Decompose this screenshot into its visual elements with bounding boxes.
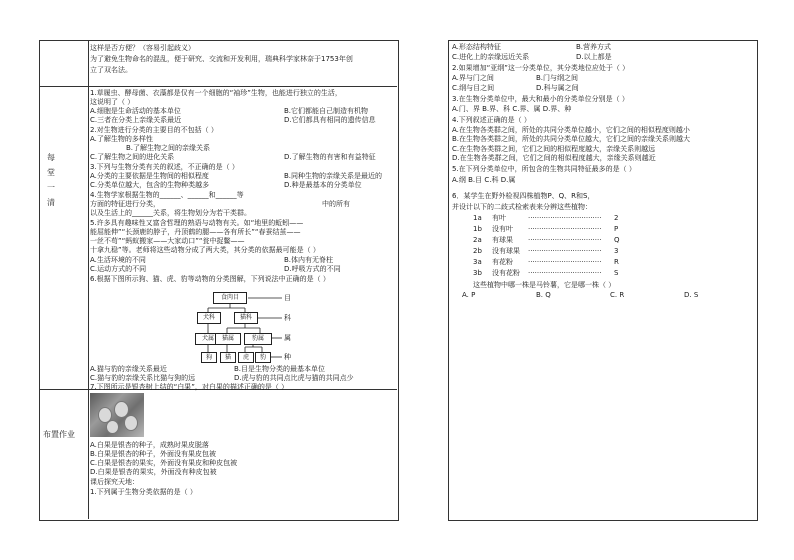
q1-option-a: A.细胞是生命活动的基本单位 [90,107,181,115]
key-code-1a: 1a [473,214,482,222]
r-q4-option-b: B.在生物各类群之间，所处的共同分类单位越大，它们之间的亲缘关系则越大 [452,135,691,143]
r-q4-option-c: C.在生物各类群之间，它们之间的相似程度越大，亲缘关系则越远 [452,145,656,153]
q1-option-b: B.它们都能自己制造有机物 [284,107,369,115]
intro-line-3: 立了双名法。 [90,66,132,74]
key-dots-1a: ································· [528,214,602,222]
homework-title: 课后探究天地： [90,478,139,486]
q6-option-a: A.猫与豹的亲缘关系最近 [90,365,167,373]
q1-stem-2: 这说明了（ ） [90,98,135,106]
q6-stem: 6.根据下图所示狗、猫、虎、豹等动物的分类图解，下列说法中正确的是（ ） [90,275,330,283]
q6-option-c: C.猫与豹的亲缘关系比猫与狗的远 [90,374,196,382]
tree-node-genus-panthera: 豹属 [244,333,272,345]
side-label-each-class: 每堂一清 [47,153,55,207]
q5-option-a: A.生活环境的不同 [90,256,146,264]
q7-option-d: D.白果是银杏的果实，外面没有种皮包被 [90,468,217,476]
key-dest-3a: R [614,258,619,266]
q3-option-c: C.分类单位越大，包含的生物种类越多 [90,181,210,189]
q5-option-c: C.运动方式的不同 [90,265,147,273]
tree-rank-species: 种 [284,353,291,361]
tree-node-genus-canis: 犬属 [195,333,221,345]
q7-option-a: A.白果是银杏的种子，成熟时果皮脱落 [90,441,209,449]
tree-leaf-tiger: 虎 [238,352,254,363]
q2-option-c: C.了解生物之间的进化关系 [90,153,175,161]
r-q6-line-2: 并设计以下的二歧式检索表来分辨这些植物： [452,203,592,211]
q1-option-d: D.它们都具有相同的遗传信息 [284,116,376,124]
key-dest-2b: 3 [614,247,619,255]
r-q2-option-a: A.界与门之间 [452,74,494,82]
r-q2-stem: 2.如果增加“亚纲”这一分类单位，其分类地位应处于（ ） [452,64,630,72]
tree-node-family-canine: 犬科 [197,312,221,324]
key-code-1b: 1b [473,225,482,233]
r-q6-option-a: A. P [462,291,476,299]
r-q6-option-d: D. S [684,291,699,299]
r-q1-option-a: A.形态结构特征 [452,43,501,51]
tree-leaf-cat: 猫 [220,352,236,363]
tree-rank-order: 目 [284,294,291,302]
q5-line-1: 5.许多具有趣味性又富含哲理的熟语与动物有关。如“地里的蚯蚓—— [90,219,304,227]
key-dest-1b: P [614,225,619,233]
q4-line-1: 4.生物学家根据生物的______、______和______等 [90,191,244,199]
r-q5-stem: 5.在下列分类单位中，所包含的生物共同特征最多的是（ ） [452,165,636,173]
tree-rank-family: 科 [284,314,291,322]
homework-q1-stem: 1.下列属于生物分类依据的是（ ） [90,488,197,496]
r-q2-option-c: C.纲与目之间 [452,84,495,92]
key-dest-2a: Q [614,236,620,244]
r-q3-stem: 3.在生物分类单位中，最大和最小的分类单位分别是（ ） [452,95,629,103]
q2-stem: 2.对生物进行分类的主要目的不包括（ ） [90,126,218,134]
q7-option-b: B.白果是银杏的种子，外面没有果皮包被 [90,450,217,458]
q5-line-3: 一丝不苟”“蚂蚁搬家——大家动口”“瓮中捉鳖—— [90,237,245,245]
key-desc-2b: 没有球果 [492,247,520,255]
key-dest-3b: S [614,269,619,277]
r-q1-option-d: D.以上都是 [576,53,612,61]
r-q6-option-b: B. Q [536,291,551,299]
key-desc-3a: 有花粉 [492,258,513,266]
tree-rank-genus: 属 [284,334,291,342]
q7-option-c: C.白果是银杏的果实，外面没有果皮和种皮包被 [90,459,238,467]
q3-option-a: A.分类的主要依据是生物间的相似程度 [90,172,209,180]
key-dots-2b: ································· [528,247,602,255]
r-q6-option-c: C. R [610,291,625,299]
key-desc-2a: 有球果 [492,236,513,244]
ginkgo-seed-4 [106,420,119,434]
r-q4-stem: 4.下列叙述正确的是（ ） [452,116,531,124]
q4-line-2: 方面的特征进行分类， [90,200,160,208]
q4-line-3: 中的所有 [322,200,350,208]
ginkgo-fruit-photo [90,393,144,437]
key-dest-1a: 2 [614,214,619,222]
q3-stem: 3.下列与生物分类有关的叙述，不正确的是（ ） [90,163,239,171]
r-q4-option-a: A.在生物各类群之间，所处的共同分类单位越小，它们之间的相似程度则越小 [452,126,690,134]
q3-option-b: B.同种生物的亲缘关系是最近的 [284,172,383,180]
tree-node-genus-felis: 猫属 [215,333,241,345]
key-dots-3b: ································· [528,269,602,277]
q1-option-c: C.三者在分类上亲缘关系最近 [90,116,182,124]
q5-option-d: D.呼吸方式的不同 [284,265,341,273]
q6-option-d: D.虎与豹的共同点比虎与猫的共同点少 [234,374,354,382]
q2-option-a: A.了解生物的多样性 [90,135,153,143]
key-desc-3b: 没有花粉 [492,269,520,277]
r-q4-option-d: D.在生物各类群之间，它们之间的相似程度越大，亲缘关系则越近 [452,154,656,162]
r-q5-options: A.纲 B.目 C.科 D.属 [452,176,516,184]
intro-line-2: 为了避免生物命名的混乱，便于研究、交流和开发利用，瑞典科学家林奈于1753年创 [90,55,353,63]
q5-line-2: 能屈能伸”“长颈鹿的脖子，丹顶鹤的腿——各有所长”“春蚕结茧—— [90,228,301,236]
q2-option-d: D.了解生物的有害和有益特征 [284,153,376,161]
side-label-homework: 布置作业 [43,430,75,439]
key-desc-1a: 有叶 [492,214,506,222]
r-q3-options: A.门、界 B.界、科 C.界、属 D.界、种 [452,105,572,113]
q4-line-4: 以及生活上的______关系，将生物划分为若干类群。 [90,209,251,217]
r-q6-question: 这些植物中哪一株是马铃薯，它是哪一株（ ） [473,281,616,289]
key-desc-1b: 没有叶 [492,225,513,233]
tree-node-order: 食肉目 [213,292,247,304]
tree-leaf-leopard: 豹 [255,352,271,363]
tree-leaf-dog: 狗 [201,352,217,363]
key-code-3a: 3a [473,258,482,266]
r-q6-line-1: 6．某学生在野外检视四株植物P、Q、R和S， [452,192,595,200]
q6-option-b: B.目是生物分类的最基本单位 [234,365,326,373]
r-q1-option-c: C.进化上的亲缘远近关系 [452,53,530,61]
q5-line-4: 十拿九稳”等。老师将这些动物分成了两大类，其分类的依据最可能是（ ） [90,246,320,254]
key-dots-3a: ································· [528,258,602,266]
r-q2-option-d: D.科与属之间 [536,84,579,92]
q5-option-b: B.体内有无脊柱 [284,256,334,264]
ginkgo-seed-3 [124,415,138,431]
q7-stem: 7.下图所示是银杏树上结的“白果”，对白果的描述正确的是（ ） [90,383,289,391]
key-dots-1b: ································· [528,225,602,233]
r-q1-option-b: B.营养方式 [576,43,612,51]
key-dots-2a: ································· [528,236,602,244]
key-code-2b: 2b [473,247,482,255]
key-code-2a: 2a [473,236,482,244]
q1-stem-1: 1.草履虫、酵母菌、衣藻都是仅有一个细胞的“袖珍”生物，也能进行独立的生活， [90,89,342,97]
q3-option-d: D.种是最基本的分类单位 [284,181,362,189]
r-q2-option-b: B.门与纲之间 [536,74,579,82]
tree-node-family-feline: 猫科 [234,312,258,324]
intro-line-1: 这样是否方便？（容易引起歧义） [90,44,195,52]
q2-option-b: B.了解生物之间的亲缘关系 [126,144,211,152]
key-code-3b: 3b [473,269,482,277]
